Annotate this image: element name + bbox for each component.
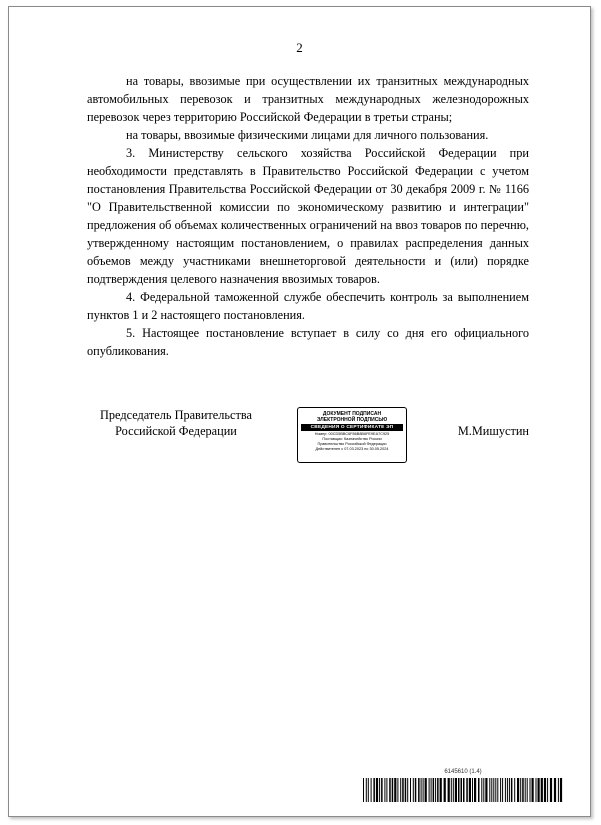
document-page <box>8 6 591 817</box>
barcode-bar <box>413 778 414 802</box>
barcode-label: 6145610 (1.4) <box>444 769 482 775</box>
barcode-bar <box>402 778 404 802</box>
signer-position <box>87 407 265 439</box>
barcode-bar <box>474 778 476 802</box>
barcode-bar <box>431 778 432 802</box>
barcode-bar <box>491 778 492 802</box>
barcode-bar <box>472 778 473 802</box>
barcode-bar <box>400 778 401 802</box>
signer-name: М.Мишустин <box>457 424 529 438</box>
barcode-bar <box>463 778 465 802</box>
barcode-bar <box>453 778 454 802</box>
barcode-bar <box>527 778 528 802</box>
barcode-bar <box>379 778 380 802</box>
stamp-title-line-1: ДОКУМЕНТ ПОДПИСАН <box>322 411 382 417</box>
barcode-bar <box>493 778 494 802</box>
barcode-bar <box>415 778 417 802</box>
barcode-bar <box>502 778 503 802</box>
barcode-bar <box>435 778 436 802</box>
paragraph-transit-goods: на товары, ввозимые при осуществлении их транзитных международных автомобильных перевозок и транзитных международных железнодорожных перевозок через территорию Российской Федерации в третьи страны; <box>87 74 529 124</box>
barcode-bar <box>433 778 435 802</box>
barcode-bar <box>392 778 394 802</box>
signature-block <box>87 407 529 467</box>
barcode-bar <box>532 778 534 802</box>
barcode-bar <box>520 778 521 802</box>
signer-position-line-1: Председатель Правительства <box>100 408 252 422</box>
barcode-bar <box>461 778 463 802</box>
barcode-bar <box>558 778 559 802</box>
barcode-bar <box>505 778 506 802</box>
barcode-bar <box>418 778 420 802</box>
barcode-bar <box>376 778 378 802</box>
barcode-bar <box>405 778 407 802</box>
barcode-bar <box>514 778 515 802</box>
electronic-signature-stamp <box>297 407 407 463</box>
paragraph-item-3: 3. Министерству сельского хозяйства Российской Федерации при необходимости представлять в Правительство Российской Федерации с учетом постановления Правительства Российской Федерации от 30 декабря 2009 г. № 1166 "О Правительственной комиссии по экономическому развитию и интеграции" предложения об объемах количественных ограничений на ввоз товаров по перечню, утвержденному настоящим постановлением, о правилах распределения данных объемов между участниками внешнеторговой деятельности и (или) порядке подтверждения целевого назначения ввозимых товаров. <box>87 146 529 286</box>
barcode-bar <box>394 778 396 802</box>
barcode-bar <box>489 778 490 802</box>
barcode-bar <box>373 778 375 802</box>
barcode-bar <box>536 778 537 802</box>
barcode-bar <box>386 778 387 802</box>
barcode-bar <box>425 778 427 802</box>
barcode-bar <box>495 778 496 802</box>
document-barcode <box>363 769 563 805</box>
stamp-certificate-band: СВЕДЕНИЯ О СЕРТИФИКАТЕ ЭП <box>301 424 403 431</box>
barcode-bar <box>458 778 460 802</box>
barcode-bar <box>389 778 391 802</box>
barcode-bar <box>478 778 480 802</box>
barcode-bar <box>384 778 385 802</box>
barcode-bar <box>455 778 457 802</box>
barcode-bar <box>497 778 498 802</box>
barcode-bar <box>371 778 372 802</box>
barcode-bar <box>407 778 408 802</box>
barcode-bar <box>363 778 364 802</box>
paragraph-item-4: 4. Федеральной таможенной службе обеспечить контроль за выполнением пунктов 1 и 2 настоящего постановления. <box>87 290 529 322</box>
paragraph-item-5: 5. Настоящее постановление вступает в силу со дня его официального опубликования. <box>87 326 529 358</box>
barcode-bar <box>423 778 424 802</box>
paragraph-personal-use: на товары, ввозимые физическими лицами для личного пользования. <box>126 128 489 142</box>
page-number: 2 <box>296 40 303 55</box>
barcode-bar <box>507 778 508 802</box>
barcode-bar <box>500 778 501 802</box>
barcode-bar <box>451 778 452 802</box>
barcode-bar <box>517 778 519 802</box>
stamp-validity: Действителен с 07.03.2023 по 30.05.2024 <box>315 447 389 451</box>
stamp-issuer: Поставщик: Казначейство России <box>322 437 382 441</box>
barcode-bar <box>544 778 546 802</box>
barcode-bar <box>485 778 487 802</box>
barcode-bar <box>466 778 468 802</box>
barcode-bar <box>483 778 484 802</box>
barcode-bar <box>368 778 369 802</box>
barcode-bar <box>421 778 422 802</box>
barcode-bar <box>469 778 471 802</box>
barcode-bar <box>530 778 531 802</box>
barcode-bar <box>550 778 552 802</box>
barcode-bar <box>560 778 562 802</box>
stamp-serial: Номер: 00CD5BBC6F86B8B6FE9EA7C925 <box>314 432 390 436</box>
barcode-bar <box>437 778 439 802</box>
barcode-bar <box>481 778 482 802</box>
barcode-bar <box>448 778 450 802</box>
barcode-bar <box>511 778 513 802</box>
barcode-bar <box>410 778 411 802</box>
barcode-bar <box>397 778 398 802</box>
barcode-bar <box>366 778 367 802</box>
signer-position-line-2: Российской Федерации <box>115 424 237 438</box>
barcode-icon <box>363 778 563 802</box>
barcode-bar <box>554 778 556 802</box>
stamp-owner: Правительство Российской Федерации <box>317 442 387 446</box>
barcode-bar <box>547 778 548 802</box>
stamp-title-line-2: ЭЛЕКТРОННОЙ ПОДПИСЬЮ <box>316 417 388 423</box>
barcode-bar <box>522 778 524 802</box>
barcode-bar <box>541 778 543 802</box>
barcode-bar <box>525 778 526 802</box>
barcode-bar <box>444 778 446 802</box>
barcode-bar <box>509 778 510 802</box>
barcode-bar <box>381 778 383 802</box>
barcode-bar <box>538 778 540 802</box>
barcode-bar <box>440 778 442 802</box>
barcode-bar <box>429 778 430 802</box>
document-body <box>87 72 529 360</box>
